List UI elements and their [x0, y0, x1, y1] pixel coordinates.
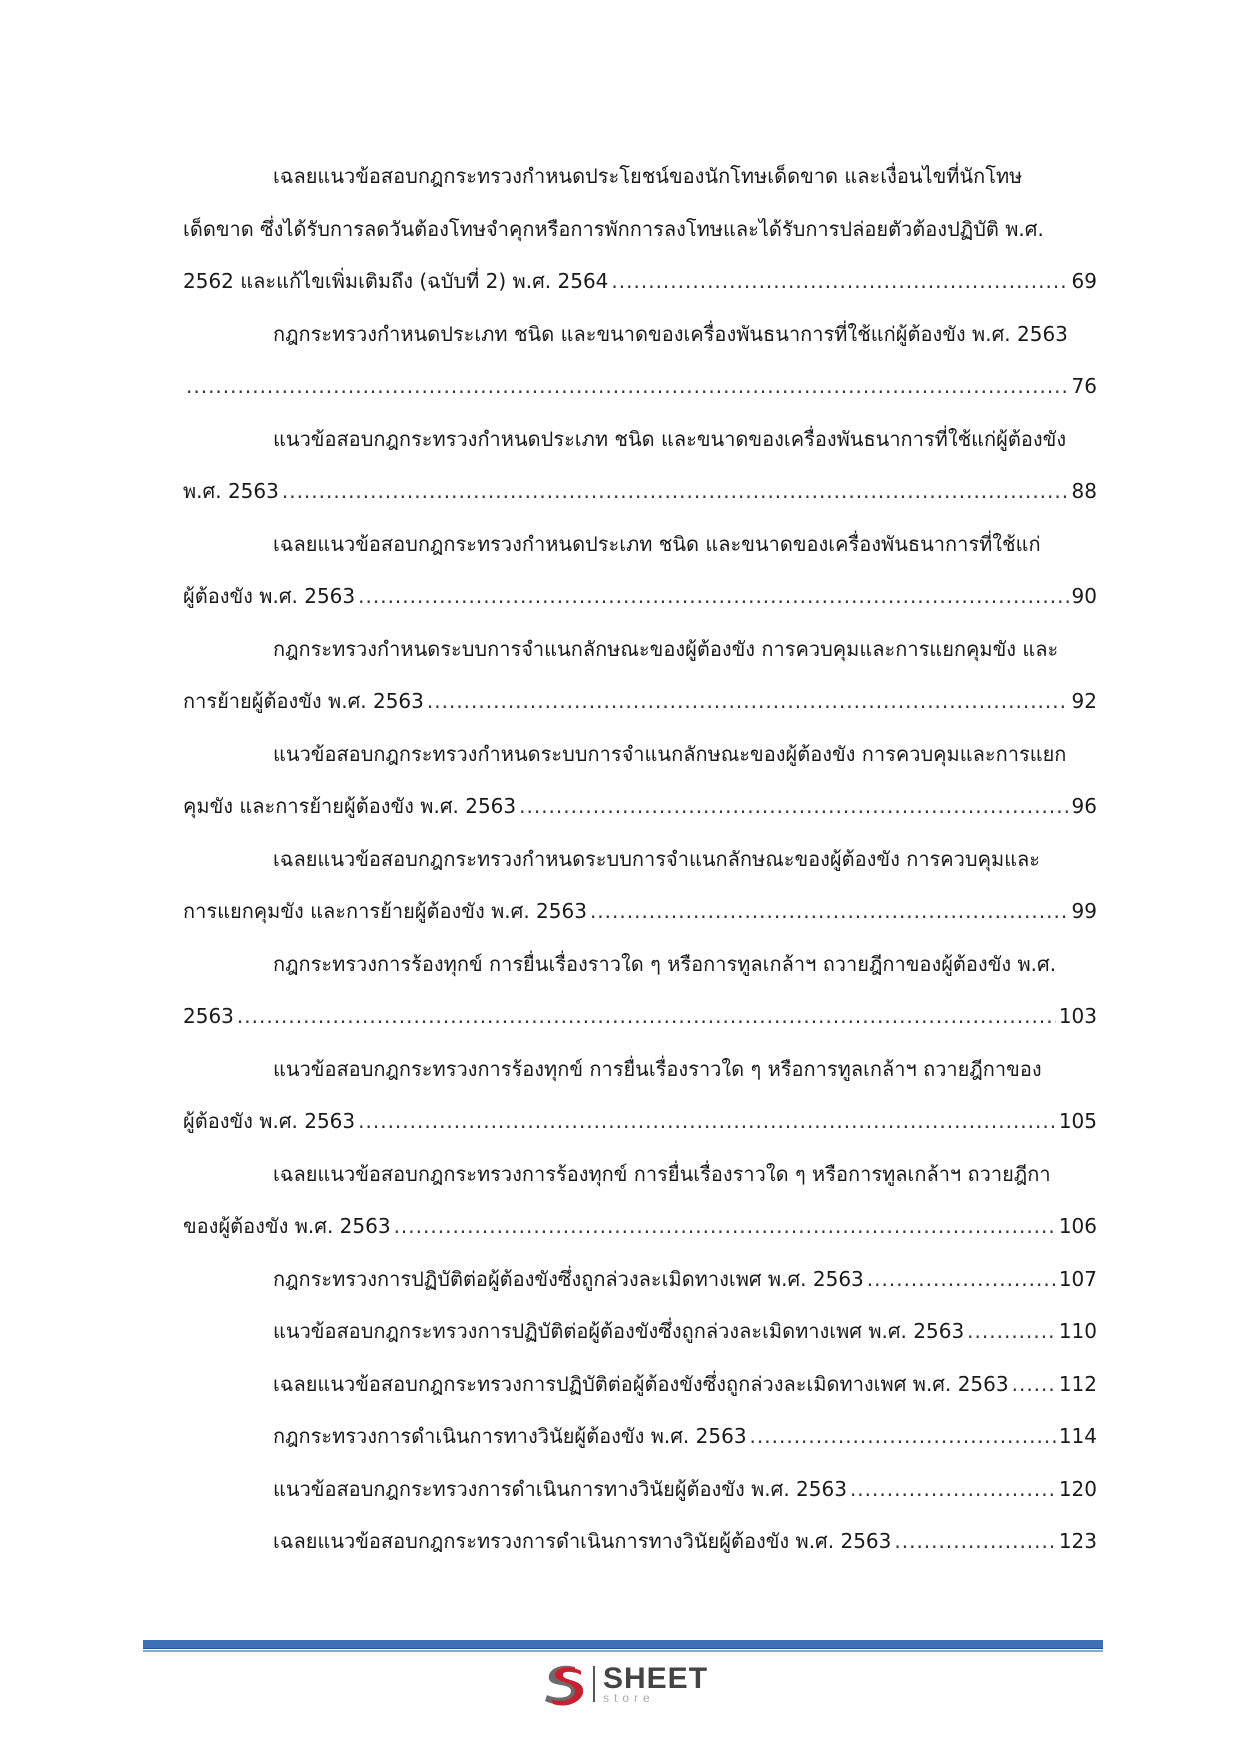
toc-entry[interactable]	[183, 413, 1097, 518]
toc-page-number: 120	[1058, 1476, 1097, 1501]
toc-page-number: 112	[1058, 1371, 1097, 1396]
toc-dot-leader	[358, 1095, 1056, 1148]
toc-dot-leader	[590, 885, 1069, 938]
toc-entry-title: กฎกระทรวงกำหนดระบบการจำแนกลักษณะของผู้ต้องขัง การควบคุมและการแยกคุมขัง และ	[273, 636, 1059, 661]
toc-entry-title: แนวข้อสอบกฎกระทรวงการร้องทุกข์ การยื่นเรื่องราวใด ๆ หรือการทูลเกล้าฯ ถวายฎีกาของ	[273, 1056, 1042, 1081]
toc-entry[interactable]	[183, 728, 1097, 833]
toc-entry[interactable]	[183, 1253, 1097, 1306]
toc-entry-title: แนวข้อสอบกฎกระทรวงกำหนดประเภท ชนิด และขนาดของเครื่องพันธนาการที่ใช้แก่ผู้ต้องขัง	[273, 426, 1067, 451]
toc-entry-line	[183, 1200, 1097, 1253]
toc-page-number: 123	[1058, 1529, 1097, 1553]
toc-entry[interactable]	[183, 1463, 1097, 1516]
toc-entry[interactable]	[183, 833, 1097, 938]
toc-entry-line	[183, 1148, 1097, 1201]
toc-entry-title: แนวข้อสอบกฎกระทรวงกำหนดระบบการจำแนกลักษณะของผู้ต้องขัง การควบคุมและการแยก	[273, 741, 1067, 766]
toc-entry-title: กฎกระทรวงการดำเนินการทางวินัยผู้ต้องขัง พ.ศ. 2563	[273, 1424, 747, 1448]
toc-page-number: 90	[1071, 584, 1097, 608]
footer-rule	[143, 1640, 1103, 1649]
toc-entry-line	[183, 413, 1097, 466]
toc-entry-line	[183, 780, 1097, 833]
toc-entry-line	[183, 833, 1097, 886]
toc-entry-line	[183, 570, 1097, 623]
toc-entry-title: เฉลยแนวข้อสอบกฎกระทรวงกำหนดระบบการจำแนกลักษณะของผู้ต้องขัง การควบคุมและ	[273, 846, 1041, 871]
toc-entry-line	[183, 360, 1097, 413]
toc-entry-line	[183, 1463, 1097, 1516]
toc-entry-line	[183, 1515, 1097, 1568]
toc-dot-leader	[186, 360, 1069, 413]
logo-sub-text: store	[603, 1691, 655, 1705]
toc-dot-leader	[867, 1253, 1056, 1306]
toc-entry[interactable]	[183, 1305, 1097, 1358]
toc-entry[interactable]	[183, 623, 1097, 728]
toc-entry-title: เฉลยแนวข้อสอบกฎกระทรวงการร้องทุกข์ การยื่นเรื่องราวใด ๆ หรือการทูลเกล้าฯ ถวายฎีกา	[273, 1161, 1051, 1186]
toc-entry-line	[183, 1358, 1097, 1411]
toc-entry-line	[183, 1305, 1097, 1358]
toc-dot-leader	[750, 1410, 1056, 1463]
toc-dot-leader	[894, 1515, 1055, 1568]
toc-entry-line	[183, 1410, 1097, 1463]
toc-entry[interactable]	[183, 938, 1097, 1043]
toc-dot-leader	[358, 570, 1068, 623]
toc-entry-title: 2563	[183, 1004, 234, 1028]
toc-entry-line	[183, 675, 1097, 728]
toc-entry-line	[183, 623, 1097, 676]
toc-entry-title: กฎกระทรวงกำหนดประเภท ชนิด และขนาดของเครื่องพันธนาการที่ใช้แก่ผู้ต้องขัง พ.ศ. 2563	[273, 321, 1068, 346]
toc-page-number: 88	[1071, 479, 1097, 503]
toc-dot-leader	[1012, 1358, 1056, 1411]
toc-page-number: 99	[1071, 899, 1097, 923]
toc-entry-title: พ.ศ. 2563	[183, 479, 279, 503]
toc-entry-line	[183, 150, 1097, 203]
toc-page-number: 106	[1058, 1214, 1097, 1238]
sheet-store-logo	[541, 1658, 708, 1710]
toc-entry-title: เฉลยแนวข้อสอบกฎกระทรวงกำหนดประโยชน์ของนักโทษเด็ดขาด และเงื่อนไขที่นักโทษ	[273, 164, 1023, 188]
toc-page-number: 103	[1058, 1004, 1097, 1028]
sheet-store-logo-icon	[541, 1661, 585, 1707]
toc-entry-line	[183, 990, 1097, 1043]
toc-entry-line	[183, 1253, 1097, 1306]
toc-entry-title: เฉลยแนวข้อสอบกฎกระทรวงการดำเนินการทางวินัยผู้ต้องขัง พ.ศ. 2563	[273, 1529, 892, 1553]
toc-dot-leader	[427, 675, 1069, 728]
toc-entry-title: 2562 และแก้ไขเพิ่มเติมถึง (ฉบับที่ 2) พ.ศ. 2564	[183, 269, 609, 293]
toc-entry-title: ผู้ต้องขัง พ.ศ. 2563	[183, 584, 356, 608]
toc-page-number: 96	[1071, 794, 1097, 818]
toc-entry-line	[183, 728, 1097, 781]
toc-entry-line	[183, 308, 1097, 361]
toc-dot-leader	[519, 780, 1068, 833]
toc-page-number: 76	[1071, 374, 1097, 398]
toc-page-number: 92	[1071, 689, 1097, 713]
toc-entry[interactable]	[183, 1410, 1097, 1463]
toc-entry[interactable]	[183, 308, 1097, 413]
toc-entry-line	[183, 255, 1097, 308]
toc-entry[interactable]	[183, 1515, 1097, 1568]
toc-dot-leader	[850, 1463, 1056, 1516]
toc-dot-leader	[237, 990, 1056, 1043]
toc-entry-title: การแยกคุมขัง และการย้ายผู้ต้องขัง พ.ศ. 2563	[183, 899, 587, 923]
toc-entry-line	[183, 885, 1097, 938]
toc-dot-leader	[611, 255, 1068, 308]
toc-dot-leader	[967, 1305, 1056, 1358]
toc-page-number: 105	[1058, 1109, 1097, 1133]
toc-entry-title: กฎกระทรวงการปฏิบัติต่อผู้ต้องขังซึ่งถูกล่วงละเมิดทางเพศ พ.ศ. 2563	[273, 1266, 864, 1291]
toc-page-number: 114	[1058, 1424, 1097, 1448]
toc-entry[interactable]	[183, 1043, 1097, 1148]
toc-entry-title: การย้ายผู้ต้องขัง พ.ศ. 2563	[183, 689, 424, 713]
toc-dot-leader	[394, 1200, 1056, 1253]
toc-entry-title: แนวข้อสอบกฎกระทรวงการปฏิบัติต่อผู้ต้องขังซึ่งถูกล่วงละเมิดทางเพศ พ.ศ. 2563	[273, 1319, 965, 1343]
toc-page-number: 107	[1058, 1266, 1097, 1291]
toc-entry-title: ของผู้ต้องขัง พ.ศ. 2563	[183, 1214, 391, 1238]
toc-entry-title: ผู้ต้องขัง พ.ศ. 2563	[183, 1109, 356, 1133]
logo-divider	[593, 1666, 595, 1702]
toc-dot-leader	[282, 465, 1069, 518]
toc-entry-title: เด็ดขาด ซึ่งได้รับการลดวันต้องโทษจำคุกหรือการพักการลงโทษและได้รับการปล่อยตัวต้องปฏิบัติ พ.ศ.	[183, 216, 1044, 241]
toc-entry-line	[183, 465, 1097, 518]
toc-entry-line	[183, 518, 1097, 571]
logo-main-text: SHEET	[603, 1662, 709, 1695]
toc-page-number: 69	[1071, 269, 1097, 293]
toc-entry-title: เฉลยแนวข้อสอบกฎกระทรวงกำหนดประเภท ชนิด และขนาดของเครื่องพันธนาการที่ใช้แก่	[273, 531, 1041, 556]
toc-entry-line	[183, 1095, 1097, 1148]
toc-entry-line	[183, 938, 1097, 991]
toc-entry-line	[183, 203, 1097, 256]
toc-entry[interactable]	[183, 150, 1097, 308]
toc-page-number: 110	[1058, 1319, 1097, 1343]
toc-entry[interactable]	[183, 1358, 1097, 1411]
toc-entry-title: คุมขัง และการย้ายผู้ต้องขัง พ.ศ. 2563	[183, 794, 517, 818]
toc-entry-title: แนวข้อสอบกฎกระทรวงการดำเนินการทางวินัยผู้ต้องขัง พ.ศ. 2563	[273, 1476, 847, 1501]
toc-entry[interactable]	[183, 1148, 1097, 1253]
toc-entry-title: กฎกระทรวงการร้องทุกข์ การยื่นเรื่องราวใด ๆ หรือการทูลเกล้าฯ ถวายฎีกาของผู้ต้องขัง พ.ศ.	[273, 951, 1057, 976]
table-of-contents	[183, 150, 1097, 1568]
toc-entry-line	[183, 1043, 1097, 1096]
logo-text	[603, 1664, 708, 1704]
toc-entry-title: เฉลยแนวข้อสอบกฎกระทรวงการปฏิบัติต่อผู้ต้องขังซึ่งถูกล่วงละเมิดทางเพศ พ.ศ. 2563	[273, 1371, 1009, 1396]
toc-entry[interactable]	[183, 518, 1097, 623]
